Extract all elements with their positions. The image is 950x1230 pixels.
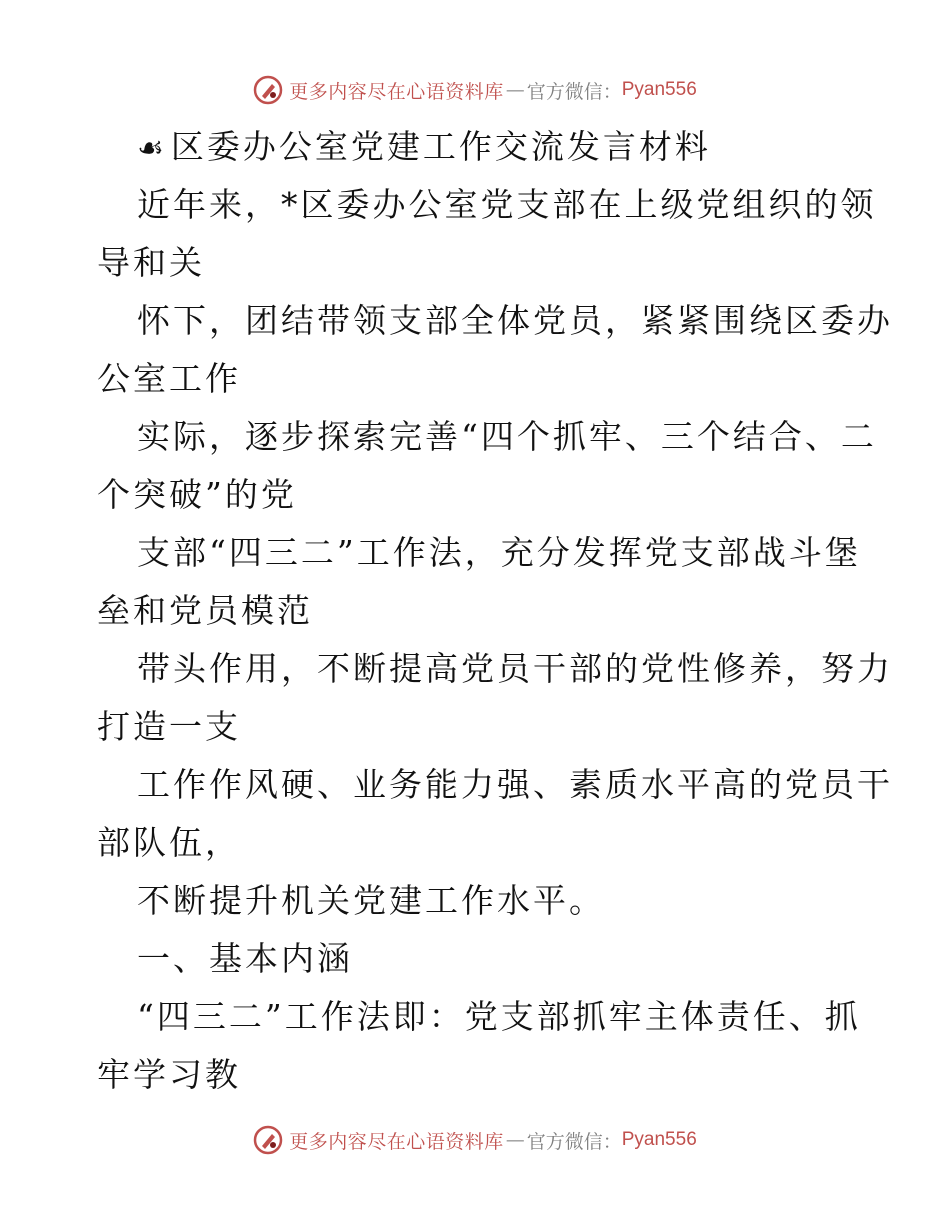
- document-title-text: 区委办公室党建工作交流发言材料: [170, 127, 711, 166]
- banner-wechat-label: 官方微信：: [526, 1130, 622, 1153]
- paragraph-line: 公室工作: [97, 359, 241, 398]
- footer-banner: [0, 1120, 950, 1160]
- banner-wechat-id: Pyan556: [621, 79, 697, 100]
- banner-separator: —: [505, 1129, 525, 1151]
- paragraph-line: 导和关: [97, 243, 205, 282]
- paragraph-line: 支部“四三二”工作法，充分发挥党支部战斗堡: [137, 533, 861, 572]
- banner-wechat-id: Pyan556: [621, 1129, 697, 1150]
- banner-wechat-label: 官方微信：: [526, 80, 622, 103]
- paragraph-line: “四三二”工作法即：党支部抓牢主体责任、抓: [137, 997, 861, 1036]
- paragraph-line: 近年来，*区委办公室党支部在上级党组织的领: [137, 185, 877, 224]
- banner-text: 更多内容尽在心语资料库: [289, 80, 504, 103]
- paragraph-line: 个突破”的党: [97, 475, 297, 514]
- paragraph-line: 部队伍，: [97, 823, 241, 862]
- paragraph-line: 实际，逐步探索完善“四个抓牢、三个结合、二: [137, 417, 877, 456]
- paragraph-line: 不断提升机关党建工作水平。: [137, 881, 605, 920]
- banner-separator: —: [505, 79, 525, 101]
- header-banner: [0, 70, 950, 110]
- paragraph-line: 怀下，团结带领支部全体党员，紧紧围绕区委办: [137, 301, 893, 340]
- fleuron-icon: ☙: [137, 131, 167, 166]
- document-title: [137, 127, 711, 169]
- section-heading: 一、基本内涵: [137, 939, 353, 978]
- paragraph-line: 牢学习教: [97, 1055, 241, 1094]
- paragraph-line: 带头作用，不断提高党员干部的党性修养，努力: [137, 649, 893, 688]
- pen-seal-logo-icon: [253, 1125, 283, 1155]
- paragraph-line: 垒和党员模范: [97, 591, 313, 630]
- paragraph-line: 工作作风硬、业务能力强、素质水平高的党员干: [137, 765, 893, 804]
- pen-seal-logo-icon: [253, 75, 283, 105]
- paragraph-line: 打造一支: [97, 707, 241, 746]
- banner-text: 更多内容尽在心语资料库: [289, 1130, 504, 1153]
